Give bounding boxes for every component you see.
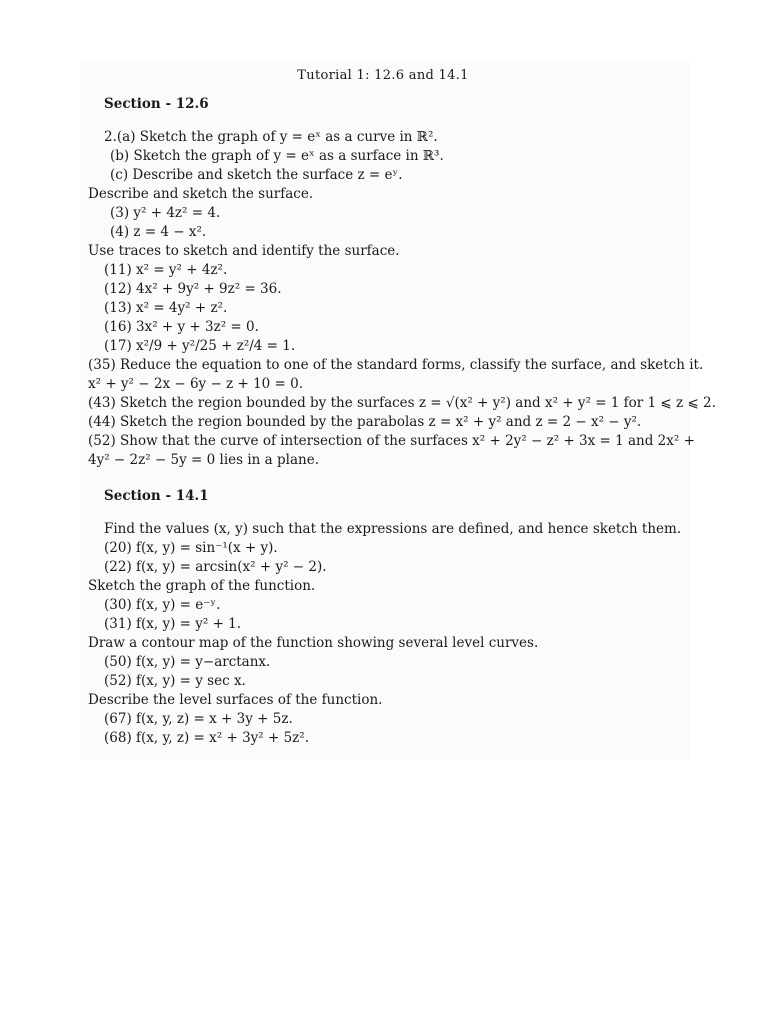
exercise-31: (31) f(x, y) = y² + 1. [104, 616, 242, 632]
exercise-67: (67) f(x, y, z) = x + 3y + 5z. [104, 711, 293, 727]
section-heading-12-6: Section - 12.6 [104, 96, 209, 112]
exercise-11: (11) x² = y² + 4z². [104, 262, 228, 278]
exercise-52-function: (52) f(x, y) = y sec x. [104, 673, 246, 689]
exercise-4: (4) z = 4 − x². [110, 224, 207, 240]
exercise-22: (22) f(x, y) = arcsin(x² + y² − 2). [104, 559, 327, 575]
instruction-use-traces: Use traces to sketch and identify the surface. [88, 243, 400, 259]
exercise-50: (50) f(x, y) = y−arctanx. [104, 654, 271, 670]
section-heading-14-1: Section - 14.1 [104, 488, 209, 504]
instruction-contour-map: Draw a contour map of the function showing several level curves. [88, 635, 539, 651]
exercise-2c: (c) Describe and sketch the surface z = eʸ. [110, 167, 403, 183]
exercise-35: (35) Reduce the equation to one of the standard forms, classify the surface, and sketch it. [88, 357, 704, 373]
exercise-3: (3) y² + 4z² = 4. [110, 205, 221, 221]
exercise-2a: 2.(a) Sketch the graph of y = eˣ as a curve in ℝ². [104, 129, 438, 145]
instruction-level-surfaces: Describe the level surfaces of the function. [88, 692, 383, 708]
tutorial-content [88, 66, 716, 748]
instruction-find-domain: Find the values (x, y) such that the expressions are defined, and hence sketch them. [104, 521, 682, 537]
exercise-68: (68) f(x, y, z) = x² + 3y² + 5z². [104, 730, 309, 746]
exercise-30: (30) f(x, y) = e⁻ʸ. [104, 597, 221, 613]
exercise-12: (12) 4x² + 9y² + 9z² = 36. [104, 281, 282, 297]
exercise-20: (20) f(x, y) = sin⁻¹(x + y). [104, 540, 278, 556]
instruction-describe-surface: Describe and sketch the surface. [88, 186, 314, 202]
exercise-44: (44) Sketch the region bounded by the parabolas z = x² + y² and z = 2 − x² − y². [88, 414, 642, 430]
exercise-52-continued: 4y² − 2z² − 5y = 0 lies in a plane. [88, 452, 319, 468]
exercise-13: (13) x² = 4y² + z². [104, 300, 228, 316]
page-title: Tutorial 1: 12.6 and 14.1 [297, 68, 469, 83]
instruction-sketch-graph: Sketch the graph of the function. [88, 578, 316, 594]
exercise-43: (43) Sketch the region bounded by the surfaces z = √(x² + y²) and x² + y² = 1 for 1 ⩽ z ⩽ 2. [88, 395, 716, 411]
exercise-35-equation: x² + y² − 2x − 6y − z + 10 = 0. [88, 376, 304, 392]
exercise-52: (52) Show that the curve of intersection of the surfaces x² + 2y² − z² + 3x = 1 and 2x² + [88, 433, 695, 449]
exercise-17: (17) x²/9 + y²/25 + z²/4 = 1. [104, 338, 296, 354]
exercise-2b: (b) Sketch the graph of y = eˣ as a surface in ℝ³. [110, 148, 444, 164]
exercise-16: (16) 3x² + y + 3z² = 0. [104, 319, 259, 335]
